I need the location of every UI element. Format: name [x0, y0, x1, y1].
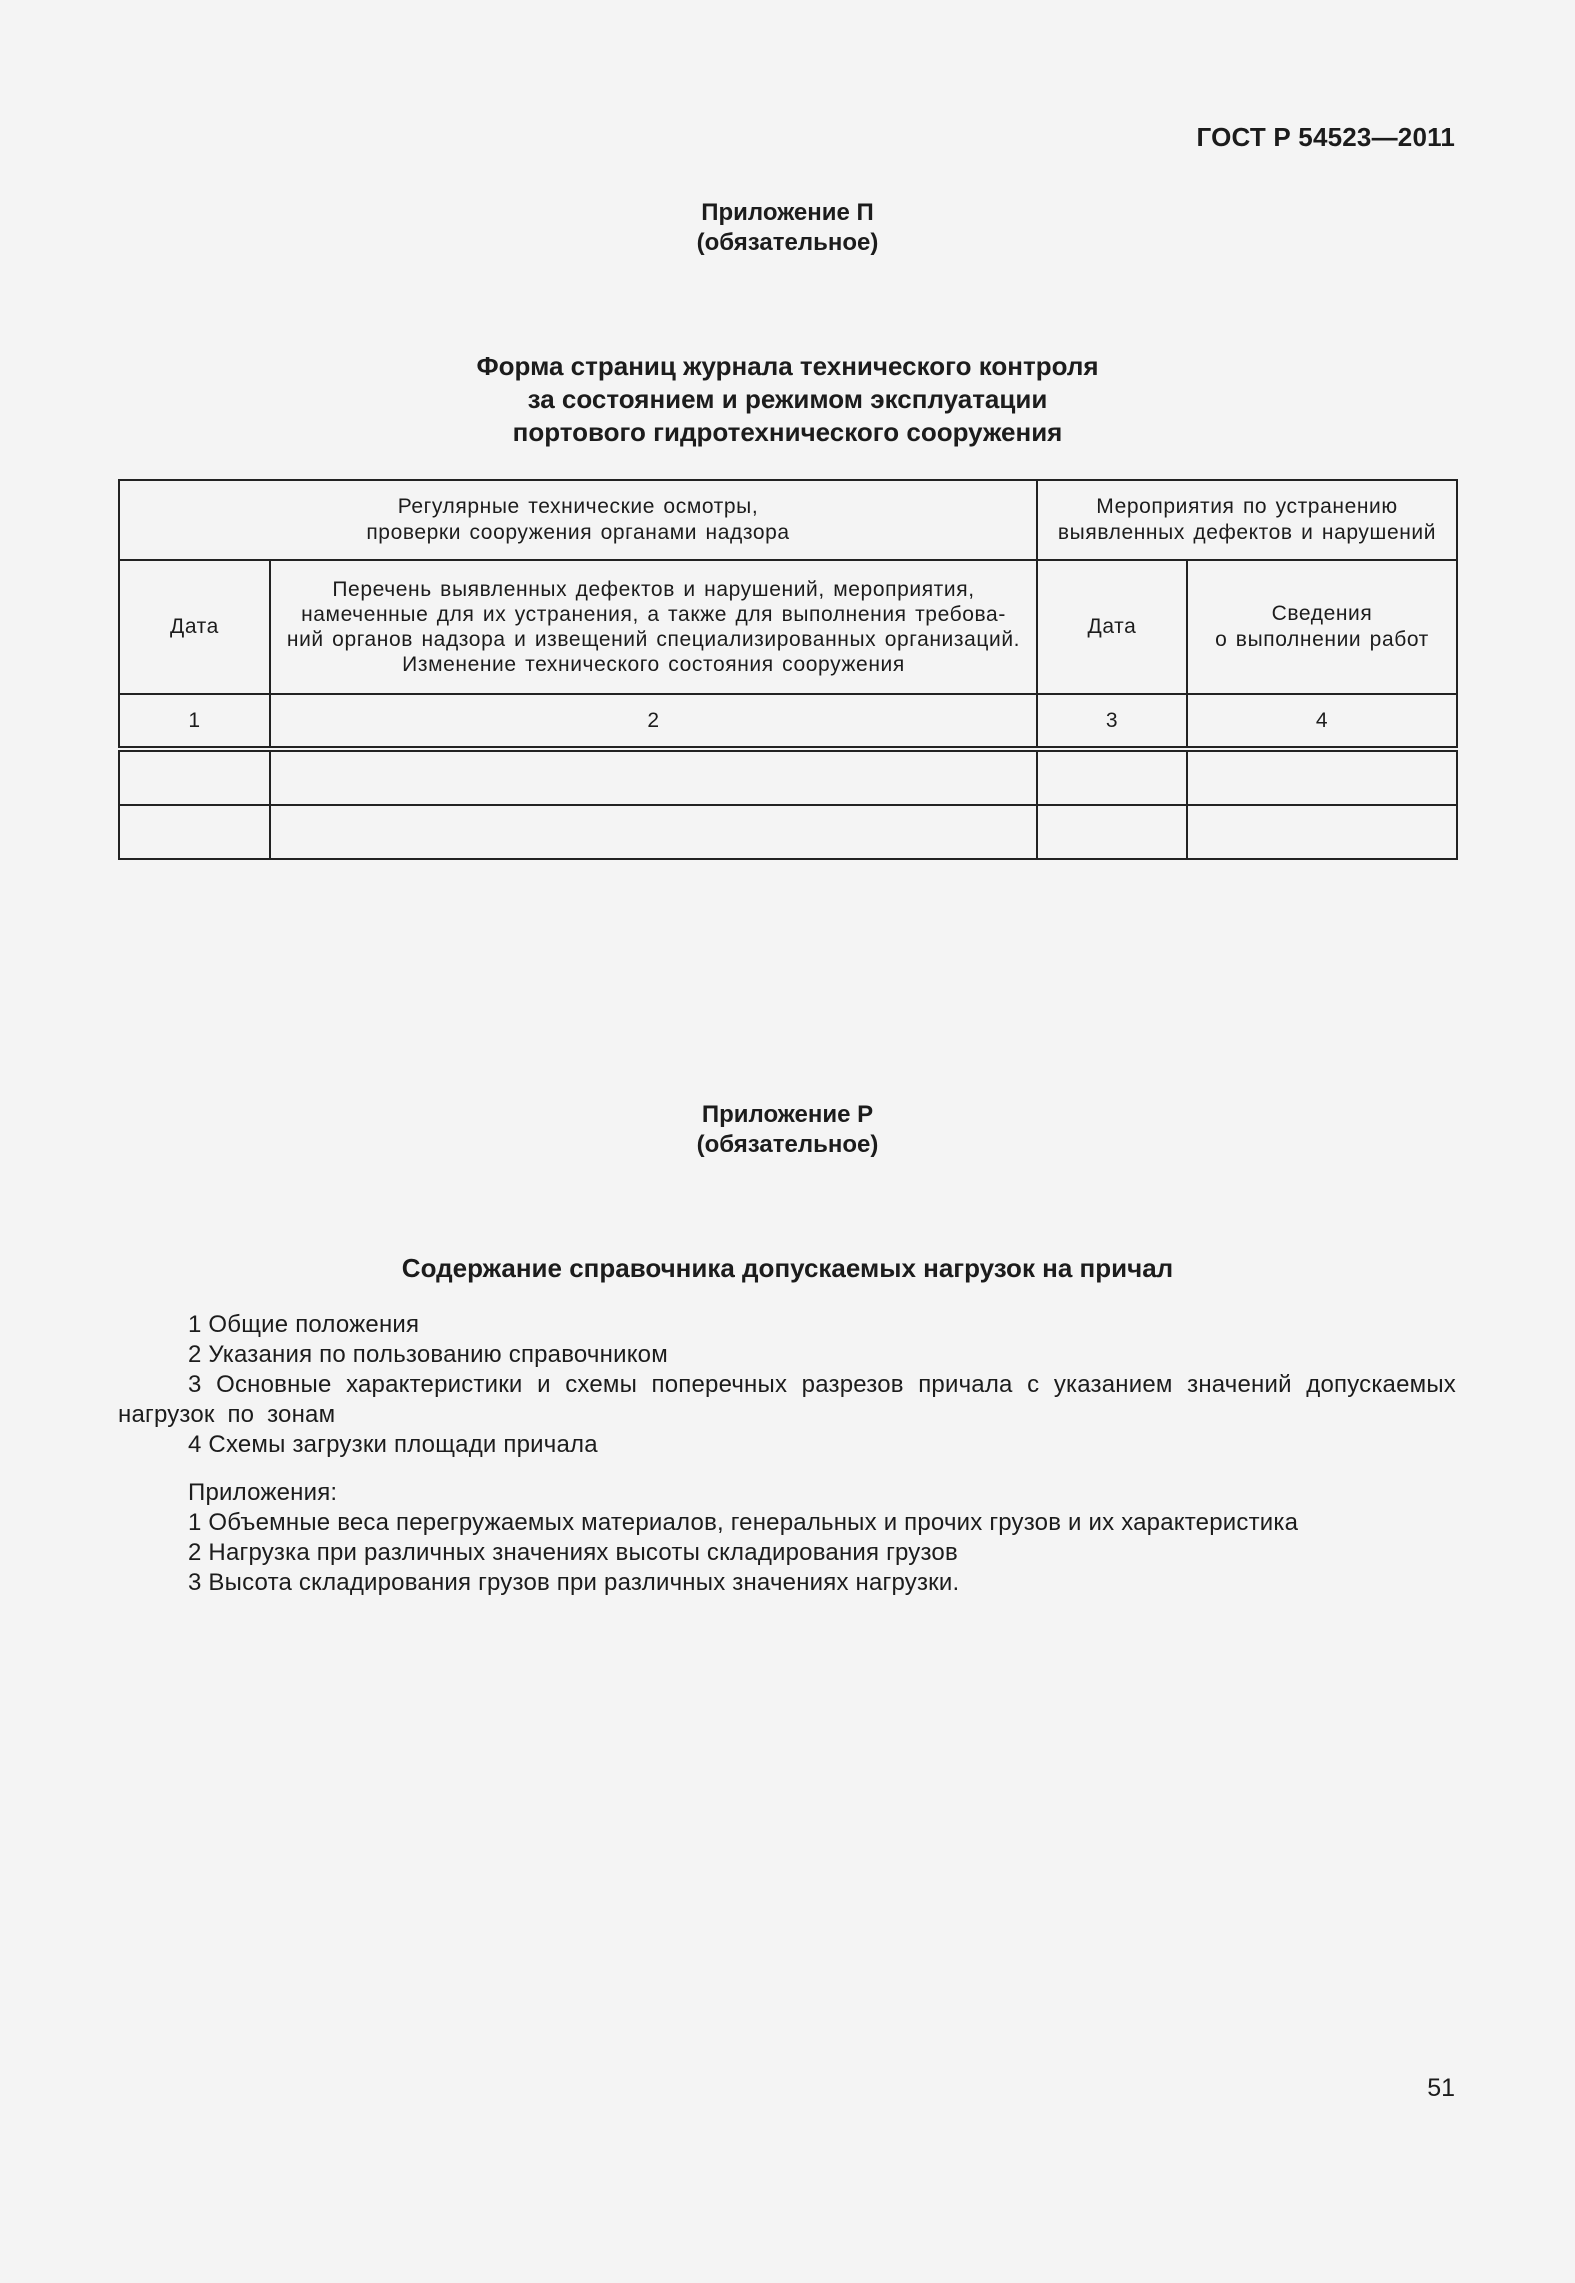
appendix-r-title: [0, 1252, 1575, 1285]
list-item: 1 Общие положения: [188, 1311, 420, 1338]
appendix-p-title-line: Форма страниц журнала технического контроля: [476, 351, 1099, 381]
list-item: 3 Высота складирования грузов при различных значениях нагрузки.: [188, 1569, 960, 1596]
empty-cell: [1037, 805, 1187, 859]
header-text-line: Изменение технического состояния сооружения: [402, 653, 905, 676]
appendix-r-label: Приложение Р: [701, 1101, 874, 1128]
appendix-r-heading: [0, 1100, 1575, 1160]
col-work-info: [1187, 560, 1457, 694]
empty-cell: [1187, 749, 1457, 805]
column-number-row: [119, 694, 1457, 749]
document-code: ГОСТ Р 54523—2011: [1196, 122, 1455, 152]
list-item: 3 Основные характеристики и схемы поперечных разрезов причала с указанием значений допускаемых нагрузок по зонам: [118, 1371, 1456, 1428]
header-remedial-measures: [1037, 480, 1457, 560]
empty-cell: [119, 805, 270, 859]
table-row: [119, 749, 1457, 805]
header-text-line: намеченные для их устранения, а также для выполнения требова-: [301, 603, 1006, 626]
appendix-p-label: Приложение П: [701, 199, 874, 226]
appendix-r-status: (обязательное): [696, 1131, 879, 1158]
col-date-remedy: Дата: [1037, 560, 1187, 694]
column-number: 3: [1037, 694, 1187, 749]
header-text-line: Мероприятия по устранению: [1096, 495, 1398, 518]
header-text-line: проверки сооружения органами надзора: [366, 521, 790, 544]
page-number: 51: [1427, 2074, 1455, 2102]
column-number: 1: [119, 694, 270, 749]
appendix-p-heading: [0, 198, 1575, 258]
table-subheader-row: [119, 560, 1457, 694]
column-number: 4: [1187, 694, 1457, 749]
empty-cell: [270, 805, 1037, 859]
col-defects-list: [270, 560, 1037, 694]
header-text-line: ний органов надзора и извещений специализированных организаций.: [286, 628, 1021, 651]
table-row: [119, 805, 1457, 859]
header-text-line: о выполнении работ: [1215, 628, 1429, 651]
empty-cell: [119, 749, 270, 805]
appendix-r-title-line: Содержание справочника допускаемых нагрузок на причал: [401, 1253, 1174, 1283]
header-text-line: Регулярные технические осмотры,: [397, 495, 759, 518]
appendix-p-title-line: портового гидротехнического сооружения: [512, 417, 1063, 447]
journal-form-table: [118, 479, 1458, 860]
empty-cell: [270, 749, 1037, 805]
empty-cell: [1037, 749, 1187, 805]
col-date-inspection: Дата: [119, 560, 270, 694]
list-item: 1 Объемные веса перегружаемых материалов, генеральных и прочих грузов и их характеристика: [188, 1509, 1299, 1536]
appendix-r-contents: [118, 1310, 1456, 1598]
spacer: [118, 1460, 1456, 1478]
list-item: 2 Нагрузка при различных значениях высоты складирования грузов: [188, 1539, 958, 1566]
appendix-p-title: [0, 350, 1575, 449]
header-regular-inspections: [119, 480, 1037, 560]
appendix-p-title-line: за состоянием и режимом эксплуатации: [527, 384, 1048, 414]
attachments-label: Приложения:: [188, 1479, 338, 1506]
header-text-line: Сведения: [1271, 602, 1373, 625]
list-item: 2 Указания по пользованию справочником: [188, 1341, 668, 1368]
header-text-line: выявленных дефектов и нарушений: [1057, 521, 1437, 544]
empty-cell: [1187, 805, 1457, 859]
table-header-row: [119, 480, 1457, 560]
column-number: 2: [270, 694, 1037, 749]
header-text-line: Перечень выявленных дефектов и нарушений, мероприятия,: [332, 578, 975, 601]
list-item: 4 Схемы загрузки площади причала: [188, 1431, 598, 1458]
appendix-p-status: (обязательное): [696, 229, 879, 256]
